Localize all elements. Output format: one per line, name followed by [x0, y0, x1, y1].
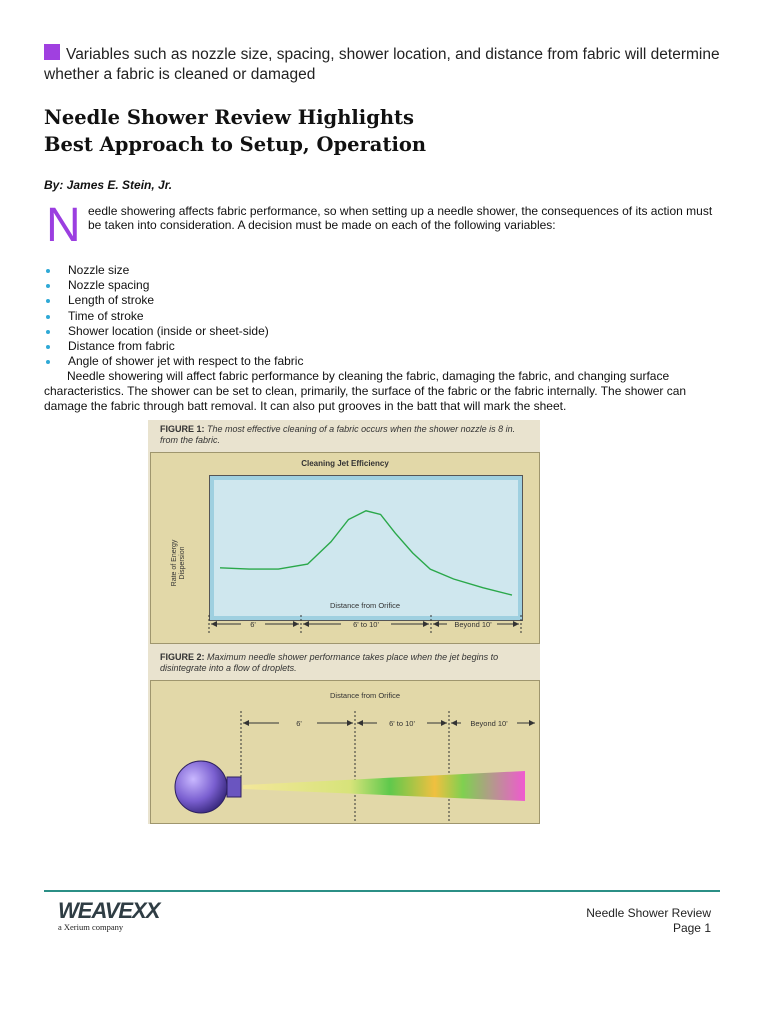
drop-cap: N	[46, 199, 81, 252]
article-title	[44, 104, 426, 158]
fig1-distance-scale	[151, 613, 539, 635]
list-item: Angle of shower jet with respect to the fabric	[44, 354, 303, 369]
figure-image	[148, 420, 540, 824]
zone-label-2: 6' to 10'	[353, 620, 379, 629]
list-item: Distance from fabric	[44, 339, 303, 354]
figure-1-caption: FIGURE 1: The most effective cleaning of a fabric occurs when the shower nozzle is 8 in. from the fabric.	[160, 424, 516, 445]
nozzle-tip-icon	[227, 777, 241, 797]
water-jet-spray	[243, 771, 525, 801]
bullet-dot-icon	[46, 299, 50, 303]
chart-plot-svg	[210, 476, 522, 620]
variables-list	[44, 263, 303, 369]
purple-square-icon	[44, 44, 60, 60]
figure-2-caption: FIGURE 2: Maximum needle shower performance takes place when the jet begins to disintegrate into a flow of droplets.	[160, 652, 499, 673]
list-item: Nozzle size	[44, 263, 303, 278]
bullet-dot-icon	[46, 345, 50, 349]
bullet-dot-icon	[46, 360, 50, 364]
title-line-1: Needle Shower Review Highlights	[44, 106, 414, 129]
figure-2-diagram	[150, 680, 540, 824]
chart-x-label: Distance from Orifice	[329, 601, 401, 610]
list-item: Nozzle spacing	[44, 278, 303, 293]
byline: By: James E. Stein, Jr.	[44, 178, 173, 192]
chart-title: Cleaning Jet Efficiency	[301, 459, 389, 468]
bullet-dot-icon	[46, 269, 50, 273]
fig2-svg	[151, 681, 539, 823]
fig2-zone-2: 6' to 10'	[389, 719, 415, 728]
chart-y-label: Rate of Energy Dispersion	[171, 539, 186, 587]
intro-text: Variables such as nozzle size, spacing, shower location, and distance from fabric will determine whether a fabric is cleaned or damaged	[44, 46, 720, 83]
paragraph-1: eedle showering affects fabric performance, so when setting up a needle shower, the consequences of its action must be taken into consideration. A decision must be made on each of the following variables:	[88, 204, 713, 232]
chart-plot-area	[209, 475, 523, 621]
footer-doc-title: Needle Shower Review	[586, 906, 711, 920]
paragraph-2: Needle showering will affect fabric performance by cleaning the fabric, damaging the fabric, and changing surface characteristics. The shower can be set to clean, primarily, the surface of the fabric or the fabric internally. The shower can damage the fabric through batt removal. It can also put grooves in the batt that will mark the sheet.	[44, 369, 687, 413]
fig2-zone-1: 6'	[296, 719, 302, 728]
logo-tagline: a Xerium company	[58, 922, 124, 932]
fig2-zone-3: Beyond 10'	[470, 719, 508, 728]
list-item: Length of stroke	[44, 293, 303, 308]
series-line	[220, 511, 512, 595]
bullet-dot-icon	[46, 284, 50, 288]
page-number: Page 1	[672, 920, 711, 935]
bullet-dot-icon	[46, 330, 50, 334]
figure-1-chart	[150, 452, 540, 644]
shower-nozzle-icon	[175, 761, 227, 813]
weavexx-logo	[58, 896, 198, 924]
footer-divider	[44, 890, 720, 892]
list-item: Shower location (inside or sheet-side)	[44, 324, 303, 339]
svg-text:WEAVEXX: WEAVEXX	[58, 898, 160, 923]
zone-label-1: 6'	[250, 620, 256, 629]
fig2-x-label: Distance from Orifice	[329, 691, 401, 700]
list-item: Time of stroke	[44, 309, 303, 324]
title-line-2: Best Approach to Setup, Operation	[44, 133, 427, 156]
bullet-dot-icon	[46, 315, 50, 319]
footer-info	[586, 906, 711, 935]
zone-label-3: Beyond 10'	[454, 620, 492, 629]
